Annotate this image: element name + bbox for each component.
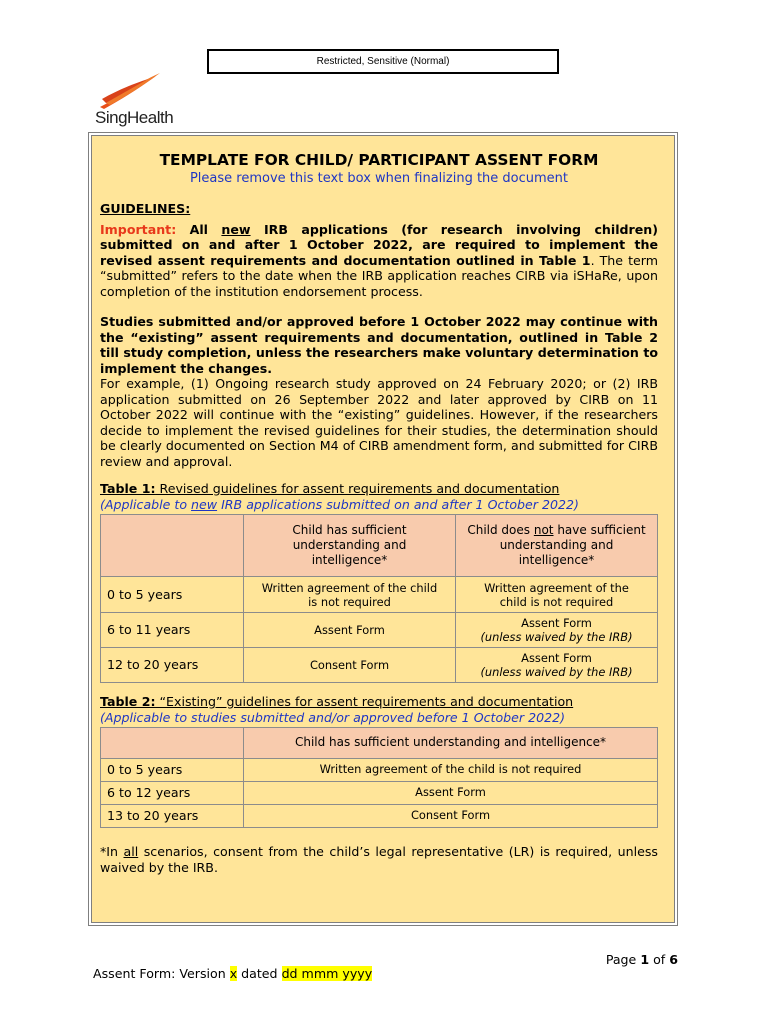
- table1-subcaption: [100, 497, 658, 513]
- singhealth-swoosh-icon: [98, 73, 168, 111]
- page-title: TEMPLATE FOR CHILD/ PARTICIPANT ASSENT FORM: [159, 151, 599, 169]
- t1-r1-c2: Assent Form: [521, 616, 592, 630]
- table1-cell: [456, 648, 658, 683]
- table1-col1-header: [244, 515, 456, 577]
- p1-text-b: IRB applications (for research involving children) submitted on and after 1 October 2022, are required to implement the revised assent requirements and documentation outlined in: [100, 221, 658, 268]
- t1-r2-c2-note: (unless waived by the IRB): [480, 665, 633, 679]
- table2-label: Table 2:: [100, 694, 156, 709]
- table2-col1-header: Child has sufficient understanding and intelligence*: [244, 728, 658, 759]
- table2-header-row: [101, 728, 658, 759]
- version-date: dd mmm yyyy: [281, 966, 373, 981]
- table1: [100, 514, 658, 683]
- footnote-b: scenarios, consent from the child’s legal representative (LR) is required, unless waived by the IRB.: [100, 844, 658, 875]
- table2-age-cell: 6 to 12 years: [101, 782, 244, 805]
- footnote: [100, 844, 658, 875]
- table1-label: Table 1:: [100, 481, 156, 496]
- t1-sub-a: (Applicable to: [100, 496, 192, 512]
- p2-text: For example, (1) Ongoing research study approved on 24 February 2020; or (2) IRB application submitted on 26 September 2022 and later approved by CIRB on 11 October 2022 will continue with the “existing” guidelines. However, if the researchers decide to implement the revised guidelines for their studies, the determination should be clearly documented on Section M4 of CIRB amendment form, and submitted for CIRB review and approval.: [100, 376, 658, 469]
- version-number: x: [229, 966, 238, 981]
- table-row: [101, 759, 658, 782]
- footnote-a: *In: [100, 844, 124, 859]
- p1-new: new: [221, 221, 251, 237]
- t1-r1-c2-note: (unless waived by the IRB): [480, 630, 633, 644]
- footnote-all: all: [123, 844, 139, 859]
- table1-header-row: [101, 515, 658, 577]
- table2-cell: Consent Form: [244, 805, 658, 828]
- p2-bold: Studies submitted and/or approved before 1 October 2022 may continue with the “existing” assent requirements and documentation, outlined in Table 2 till study completion, unless the researchers make voluntary determination to implement the changes.: [100, 314, 658, 376]
- table1-caption-text: Revised guidelines for assent requirements and documentation: [155, 481, 560, 496]
- table-row: [101, 782, 658, 805]
- table-row: [101, 805, 658, 828]
- t1-col2-b: have sufficient understanding and intelligence*: [499, 523, 646, 567]
- t1-col2-a: Child does: [467, 523, 534, 537]
- logo-text: SingHealth: [95, 108, 174, 127]
- guideline-paragraph-1: [100, 222, 658, 300]
- table1-cell: Consent Form: [244, 648, 456, 683]
- page-current: 1: [640, 952, 650, 967]
- table2-age-cell: 13 to 20 years: [101, 805, 244, 828]
- version-footer: [93, 966, 372, 981]
- table1-cell: Assent Form: [244, 613, 456, 648]
- page-subtitle: Please remove this text box when finalizing the document: [189, 171, 569, 186]
- t1-r0-c2: Written agreement of the child is not required: [484, 580, 629, 609]
- singhealth-logo: [95, 73, 185, 131]
- table2-corner-cell: [101, 728, 244, 759]
- table1-corner-cell: [101, 515, 244, 577]
- p1-table1-ref: Table 1: [539, 252, 591, 268]
- classification-label: Restricted, Sensitive (Normal): [207, 49, 559, 74]
- table1-cell: [456, 577, 658, 613]
- t1-sub-new: new: [191, 496, 218, 512]
- table-row: [101, 648, 658, 683]
- instruction-box: [91, 135, 675, 923]
- table1-caption: [100, 481, 658, 497]
- t1-col2-not: not: [533, 523, 554, 537]
- page-number: [606, 952, 678, 967]
- table2-caption: [100, 694, 658, 710]
- version-dated: dated: [237, 966, 282, 981]
- page-of: of: [649, 952, 670, 967]
- important-label: Important:: [100, 221, 177, 237]
- t1-r2-c2: Assent Form: [521, 651, 592, 665]
- table1-age-cell: 6 to 11 years: [101, 613, 244, 648]
- guideline-paragraph-2: [100, 314, 658, 469]
- table2-subcaption: (Applicable to studies submitted and/or approved before 1 October 2022): [100, 709, 566, 725]
- version-label: Assent Form: Version: [93, 966, 230, 981]
- table2-caption-text: “Existing” guidelines for assent requirements and documentation: [155, 694, 574, 709]
- table2-age-cell: 0 to 5 years: [101, 759, 244, 782]
- table2: [100, 727, 658, 828]
- table1-age-cell: 0 to 5 years: [101, 577, 244, 613]
- table1-age-cell: 12 to 20 years: [101, 648, 244, 683]
- t1-r0-c1: Written agreement of the child is not required: [261, 580, 438, 609]
- t1-col1-text: Child has sufficient understanding and intelligence*: [292, 523, 407, 567]
- table2-cell: Written agreement of the child is not required: [244, 759, 658, 782]
- page-total: 6: [669, 952, 678, 967]
- p1-text-c: . The term “submitted” refers to the date when the IRB application reaches CIRB via iSHaRe, upon completion of the institution endorsement process.: [100, 252, 658, 299]
- table1-cell: [244, 577, 456, 613]
- table1-col2-header: [456, 515, 658, 577]
- t1-sub-b: IRB applications submitted on and after 1 October 2022): [217, 496, 579, 512]
- guidelines-heading: GUIDELINES:: [100, 201, 191, 216]
- table1-cell: [456, 613, 658, 648]
- page-label: Page: [605, 952, 641, 967]
- table2-cell: Assent Form: [244, 782, 658, 805]
- table-row: [101, 577, 658, 613]
- p1-text-a: All: [176, 221, 222, 237]
- table-row: [101, 613, 658, 648]
